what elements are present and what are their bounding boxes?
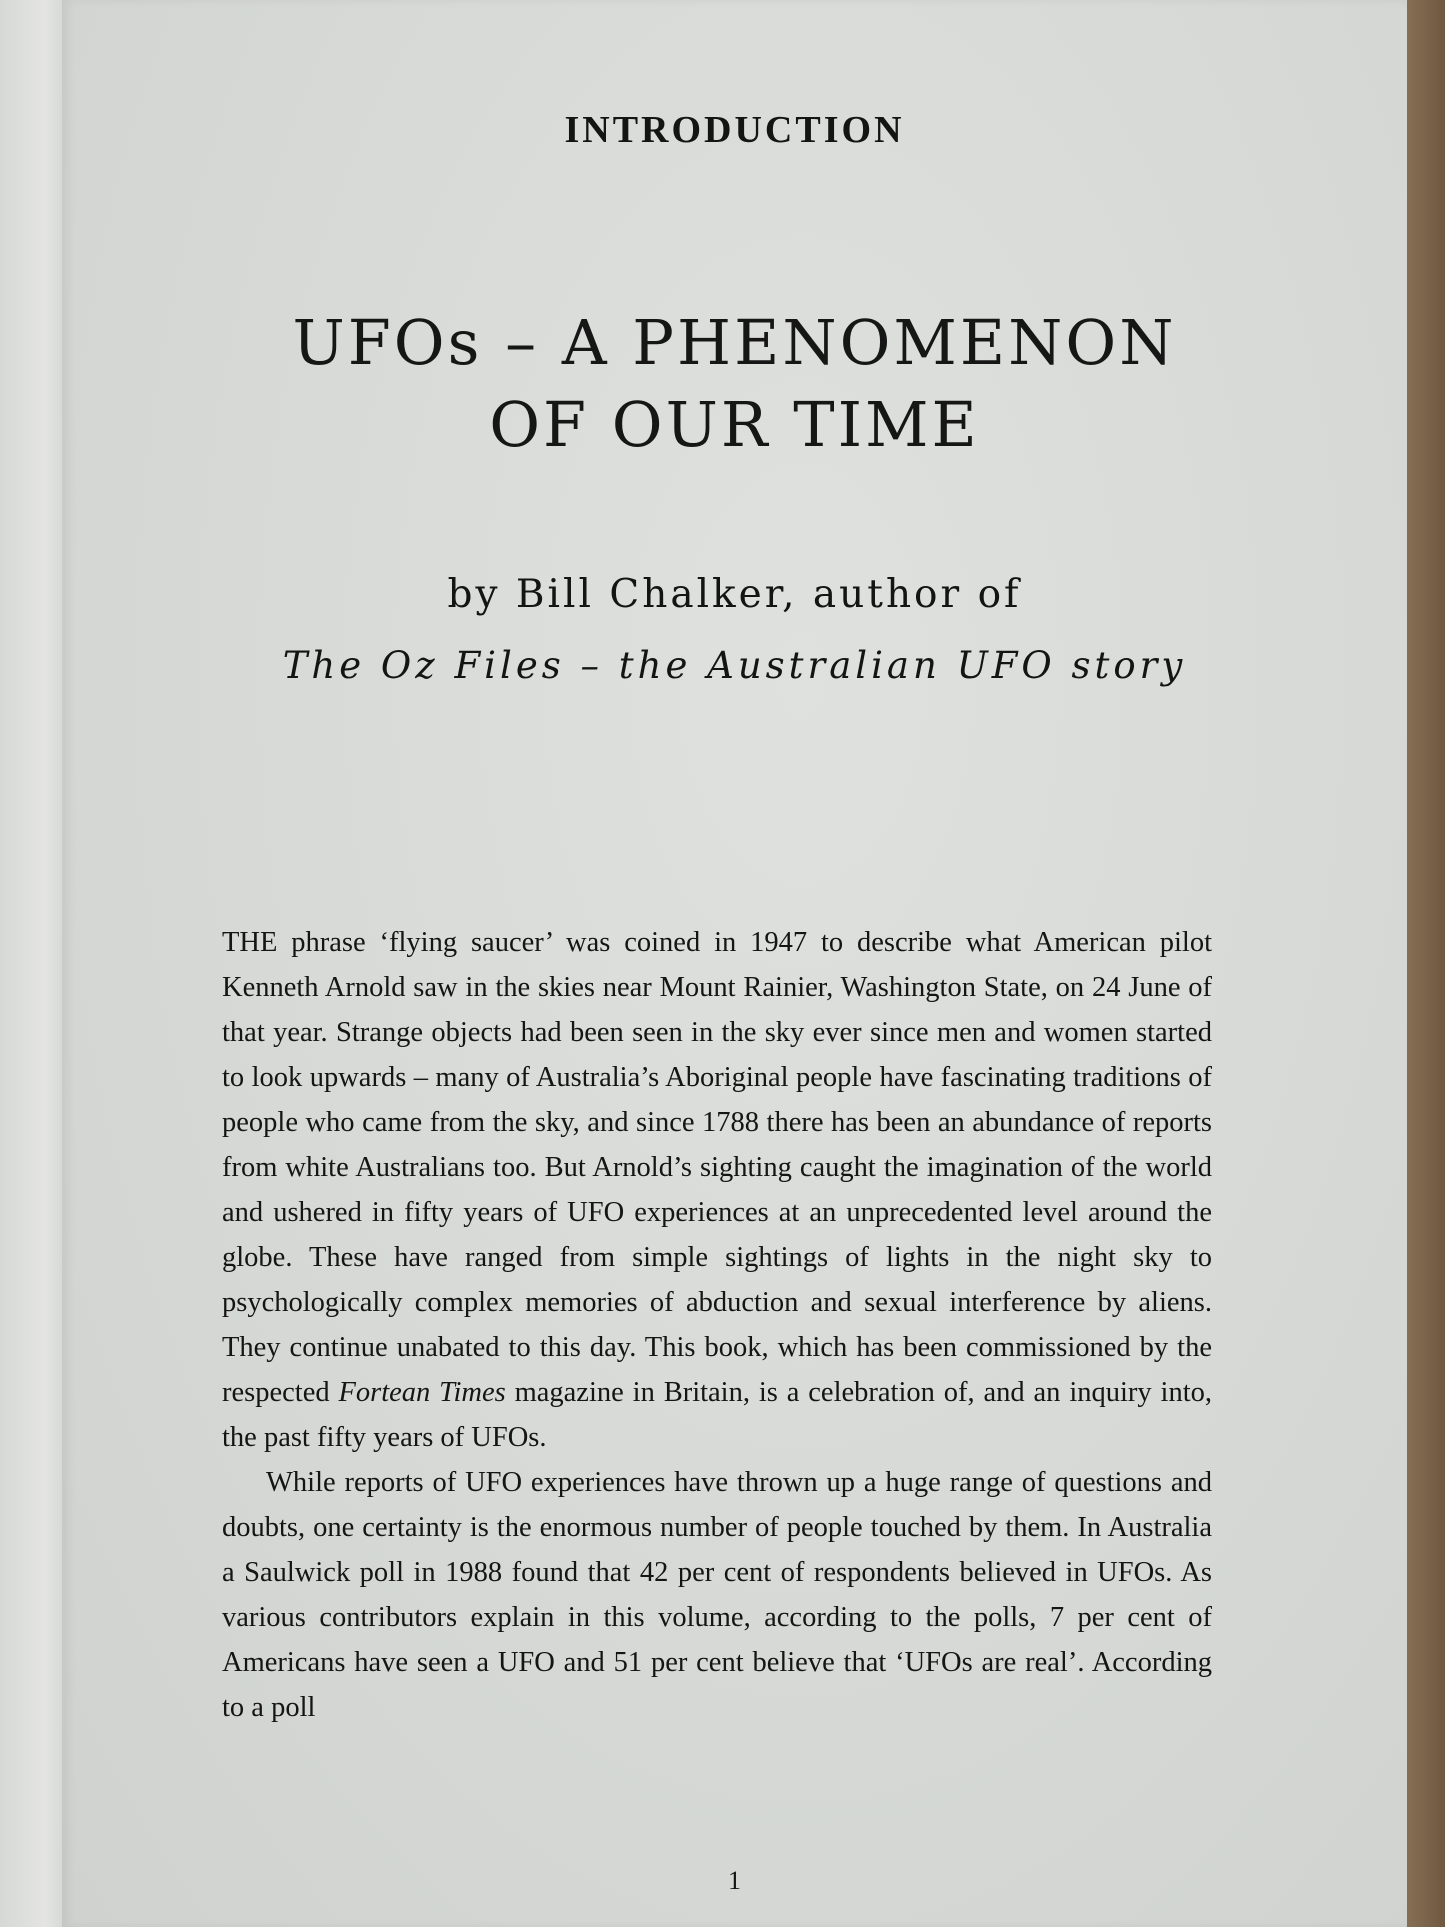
paragraph-1-italic: Fortean Times	[338, 1377, 506, 1408]
chapter-title-line-2: OF OUR TIME	[489, 387, 980, 461]
chapter-title	[62, 302, 1407, 466]
section-label: INTRODUCTION	[564, 109, 905, 151]
author-book-title: The Oz Files – the Australian UFO story	[282, 644, 1187, 687]
paragraph-2: While reports of UFO experiences have thrown up a huge range of questions and doubts, one certainty is the enormous number of people touched by them. In Australia a Saulwick poll in 1988 found that 42 per cent of respondents believed in UFOs. As various contributors explain in this volume, according to the polls, 7 per cent of Americans have seen a UFO and 51 per cent believe that ‘UFOs are real’. According to a poll	[222, 1467, 1212, 1723]
paragraph-1	[222, 920, 1212, 1460]
body-text	[222, 920, 1212, 1730]
chapter-title-line-1: UFOs – A PHENOMENON	[292, 305, 1177, 379]
paragraph-1-text-a: THE phrase ‘flying saucer’ was coined in 1947 to describe what American pilot Kenneth Arnold saw in the skies near Mount Rainier, Washington State, on 24 June of that year. Strange objects had been seen in the sky ever since men and women started to look upwards – many of Australia’s Aboriginal people have fascinating traditions of people who came from the sky, and since 1788 there has been an abundance of reports from white Australians too. But Arnold’s sighting caught the imagination of the world and ushered in fifty years of UFO experiences at an unprecedented level around the globe. These have ranged from simple sightings of lights in the night sky to psychologically complex memories of abduction and sexual interference by aliens. They continue unabated to this day. This book, which has been commissioned by the respected	[222, 927, 1212, 1408]
page-number: 1	[728, 1866, 741, 1895]
paragraph-1-text-b: magazine in Britain, is a celebration of, and an inquiry into, the past fifty years of UFOs.	[222, 1377, 1212, 1453]
author-byline: by Bill Chalker, author of	[447, 572, 1022, 617]
book-page	[62, 0, 1407, 1927]
